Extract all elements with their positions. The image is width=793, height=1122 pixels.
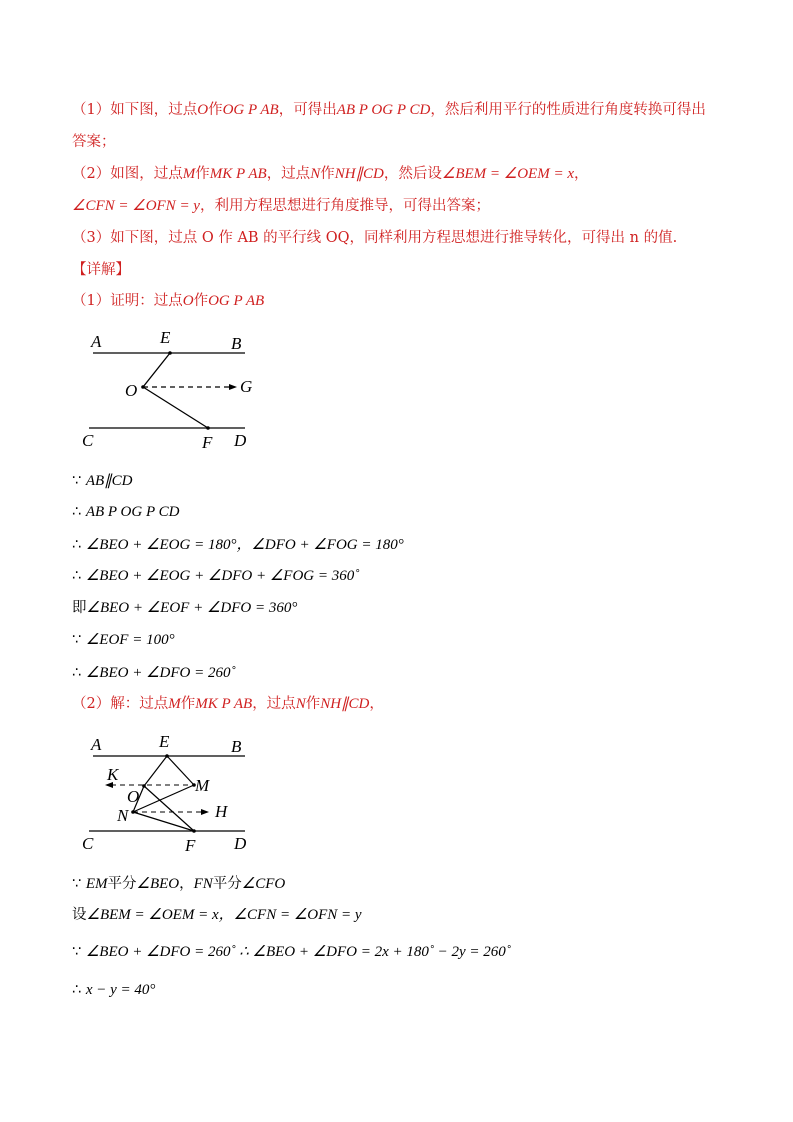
segment-of (144, 786, 194, 831)
label-o: O (125, 381, 138, 400)
proof1-line-6 (72, 630, 175, 650)
proof-text: 平分 (212, 876, 242, 892)
label-c: C (82, 431, 94, 450)
proof-text: 平分 (107, 876, 137, 892)
proof1-line-4 (72, 566, 359, 586)
math-expr: ∠BEO + ∠EOG = 180°，∠DFO + ∠FOG = 180° (85, 537, 404, 553)
math-expr: NH∥CD (334, 166, 384, 182)
proof-prefix: ∵ (72, 473, 82, 489)
point-n (131, 810, 135, 814)
point-o (141, 385, 145, 389)
proof-prefix: 设 (72, 907, 87, 923)
hint-text: ，过点 (266, 166, 311, 182)
label-d: D (234, 431, 247, 450)
math-expr: AB P OG P CD (85, 504, 180, 520)
hint-text: ，然后利用平行的性质进行角度转换可得出 (430, 102, 706, 118)
hint-text: （1）如下图，过点 (72, 102, 198, 118)
math-expr: AB∥CD (85, 473, 133, 489)
point-e (168, 351, 172, 355)
label-e: E (159, 732, 170, 751)
proof1-line-3 (72, 535, 404, 555)
proof2-line-3 (72, 942, 511, 962)
hint-text: ， (369, 696, 384, 712)
math-expr: N (295, 696, 306, 712)
label-g: G (240, 377, 253, 396)
label-f: F (185, 836, 196, 855)
math-expr: OG P AB (222, 102, 279, 118)
geometry-figure-2 (75, 728, 275, 858)
hint-text: 作 (208, 102, 223, 118)
math-expr: AB P OG P CD (336, 102, 431, 118)
proof-prefix: ∵ (72, 944, 82, 960)
label-b: B (231, 737, 242, 756)
hint-text: ， (574, 166, 589, 182)
math-expr: ∠BEM = ∠OEM = x (441, 166, 574, 182)
proof-prefix: ∴ (72, 504, 82, 520)
segment-nf (133, 812, 194, 831)
proof1-line-2 (72, 502, 179, 522)
proof-prefix: ∴ (72, 568, 82, 584)
proof-prefix: ∵ (72, 632, 82, 648)
label-m: M (195, 776, 210, 795)
math-expr: OG P AB (208, 293, 265, 309)
geometry-figure-1 (75, 325, 275, 455)
hint-text: ，利用方程思想进行角度推导，可得出答案； (199, 198, 490, 214)
math-expr: ∠CFN = ∠OFN = y (72, 198, 200, 214)
math-expr: O (182, 293, 194, 309)
part2-title (72, 694, 384, 714)
math-expr: MK P AB (195, 696, 253, 712)
math-expr: NH∥CD (320, 696, 370, 712)
math-expr: ∠BEO + ∠EOF + ∠DFO = 360° (86, 600, 298, 616)
math-expr: ∠BEO + ∠DFO = 260˚ (85, 665, 236, 681)
segment-em (167, 756, 194, 785)
hint-text: ，可得出 (278, 102, 337, 118)
hint-text: 作 (180, 696, 196, 712)
proof-text: ， (179, 876, 194, 892)
math-expr: ∠CFO (241, 876, 286, 892)
hint-text: 作 (195, 166, 210, 182)
hint-text: 作 (305, 696, 321, 712)
math-expr: N (310, 166, 321, 182)
proof1-line-5 (72, 598, 297, 618)
proof2-line-1 (72, 874, 285, 894)
label-o: O (127, 787, 140, 806)
label-n: N (117, 806, 129, 825)
proof-prefix: ∴ (72, 537, 82, 553)
math-expr: x − y = 40° (85, 982, 156, 998)
proof1-line-1 (72, 471, 133, 491)
label-e: E (160, 328, 171, 347)
proof2-line-2 (72, 905, 362, 925)
label-h: H (215, 802, 228, 821)
arrow-icon (229, 384, 237, 390)
segment-eo (143, 353, 170, 387)
hint-line-2 (72, 164, 589, 184)
segment-of (143, 387, 208, 428)
math-expr: ∠BEO (136, 876, 180, 892)
hint-line-2b (72, 196, 490, 216)
proof1-line-7 (72, 663, 235, 683)
hint-text: （2）解：过点 (72, 696, 169, 712)
hint-text: 作 (193, 293, 209, 309)
hint-text: （2）如图，过点 (72, 166, 183, 182)
hint-line-1 (72, 100, 706, 120)
proof-prefix: 即 (72, 600, 87, 616)
math-expr: ∠BEM = ∠OEM = x，∠CFN = ∠OFN = y (86, 907, 362, 923)
math-expr: M (168, 696, 181, 712)
math-expr: FN (193, 876, 213, 892)
math-expr: EM (85, 876, 108, 892)
hint-text: ，过点 (252, 696, 296, 712)
point-e (165, 754, 169, 758)
hint-text: （1）证明：过点 (72, 293, 183, 309)
segment-eo (144, 756, 167, 786)
math-expr: ∠EOF = 100° (85, 632, 175, 648)
hint-line-3: （3）如下图，过点 O 作 AB 的平行线 OQ，同样利用方程思想进行推导转化，可得出 n 的值. (72, 230, 678, 246)
label-b: B (231, 334, 242, 353)
math-expr: ∠BEO + ∠DFO = 260˚ ∴ ∠BEO + ∠DFO = 2x + 180˚ − 2y = 260˚ (85, 944, 511, 960)
hint-line-1b: 答案； (72, 134, 116, 150)
math-expr: O (197, 102, 209, 118)
part1-title (72, 291, 264, 311)
label-a: A (91, 735, 102, 754)
label-f: F (202, 433, 213, 452)
arrow-icon (201, 809, 209, 815)
hint-text: ，然后设 (383, 166, 442, 182)
math-expr: M (182, 166, 196, 182)
point-f (192, 829, 196, 833)
label-d: D (234, 834, 247, 853)
proof-prefix: ∵ (72, 876, 82, 892)
label-c: C (82, 834, 94, 853)
proof-prefix: ∴ (72, 982, 82, 998)
math-expr: ∠BEO + ∠EOG + ∠DFO + ∠FOG = 360˚ (85, 568, 360, 584)
label-k: K (107, 765, 119, 784)
detail-header: 【详解】 (72, 262, 130, 278)
proof-prefix: ∴ (72, 665, 82, 681)
hint-text: 作 (320, 166, 335, 182)
label-a: A (91, 332, 102, 351)
proof2-line-4 (72, 980, 155, 1000)
point-f (206, 426, 210, 430)
point-o (142, 784, 146, 788)
math-expr: MK P AB (209, 166, 267, 182)
